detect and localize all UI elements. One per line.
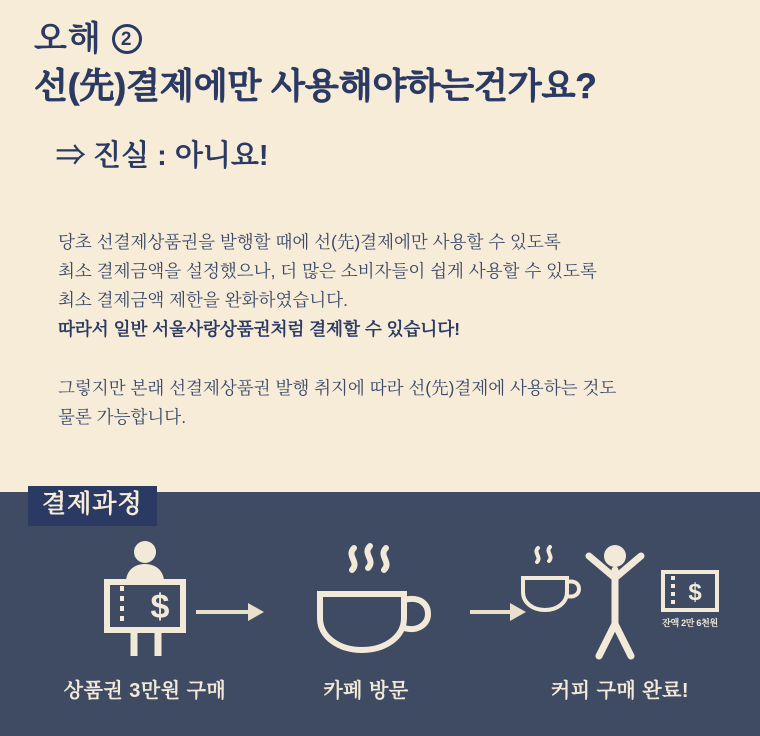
process-step-2-label: 카페 방문 — [323, 680, 409, 702]
body-copy — [58, 228, 728, 432]
paragraph-spacer — [58, 344, 728, 374]
process-step-3 — [500, 538, 740, 703]
process-title: 결제과정 — [42, 490, 143, 518]
person-with-voucher-icon — [30, 538, 260, 660]
process-step-3-note: 잔액 2만 6천원 — [662, 618, 718, 628]
process-title-badge — [28, 486, 157, 526]
process-steps — [0, 538, 760, 734]
process-step-2-label-row — [266, 674, 466, 703]
headline-block — [0, 0, 760, 174]
process-step-3-label: 커피 구매 완료! — [550, 680, 690, 702]
body-line-1: 당초 선결제상품권을 발행할 때에 선(先)결제에만 사용할 수 있도록 — [58, 232, 561, 252]
misunderstanding-label: 오해 — [34, 20, 102, 58]
person-celebrating-icon — [500, 538, 740, 660]
truth-answer: ⇒ 진실 : 아니요! — [56, 139, 269, 172]
svg-text:$: $ — [150, 588, 170, 626]
svg-text:$: $ — [688, 579, 702, 606]
question-heading: 선(先)결제에만 사용해야하는건가요? — [34, 67, 597, 106]
misunderstanding-number-badge: 2 — [112, 24, 142, 54]
process-step-1-label-row — [30, 674, 260, 703]
body-line-5: 그렇지만 본래 선결제상품권 발행 취지에 따라 선(先)결제에 사용하는 것도 — [58, 378, 617, 398]
process-step-1-label: 상품권 3만원 구매 — [63, 680, 227, 702]
arrow-right-icon — [196, 600, 266, 629]
body-line-3: 최소 결제금액 제한을 완화하였습니다. — [58, 290, 348, 310]
misunderstanding-heading — [34, 22, 760, 56]
process-step-2 — [266, 538, 466, 703]
payment-process-panel — [0, 492, 760, 736]
process-step-3-label-row — [500, 674, 740, 703]
body-line-6: 물론 가능합니다. — [58, 407, 187, 427]
body-line-2: 최소 결제금액을 설정했으나, 더 많은 소비자들이 쉽게 사용할 수 있도록 — [58, 261, 597, 281]
coffee-cup-icon — [266, 538, 466, 660]
body-line-4-emphasis: 따라서 일반 서울사랑상품권처럼 결제할 수 있습니다! — [58, 319, 461, 339]
